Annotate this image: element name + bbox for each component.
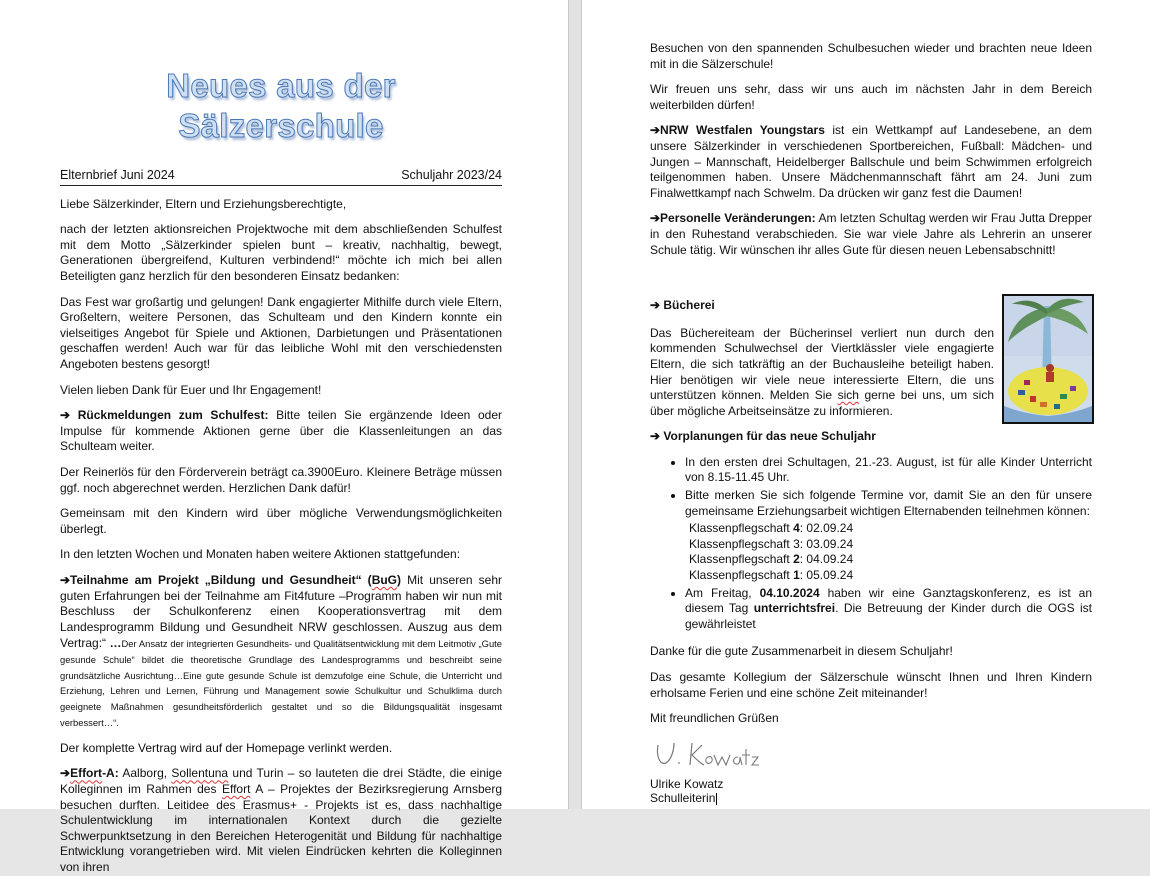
buecherei-sich: sich xyxy=(837,388,859,403)
date-value: : 05.09.24 xyxy=(799,568,854,583)
nrw-heading: ➔NRW Westfalen Youngstars xyxy=(650,123,825,138)
paragraph-personal xyxy=(650,211,1092,258)
text-cursor xyxy=(716,793,717,805)
right-column xyxy=(650,41,1092,805)
date-class: 3 xyxy=(793,536,800,551)
list-item-conference xyxy=(685,586,1092,633)
conference-text-a: Am Freitag, xyxy=(685,585,760,600)
paragraph-aktionen: In den letzten Wochen und Monaten haben weitere Aktionen stattgefunden: xyxy=(60,547,461,562)
date-row-1 xyxy=(689,568,1092,584)
date-label: Klassenpflegschaft xyxy=(689,552,794,567)
personal-text: Am letzten Schultag werden wir Frau Jutta Drepper in den Ruhestand verabschieden. Sie war viele Jahre als Lehrerin an unserer Schule tätig. Wir wünschen ihr alles Gute für diesen neuen Lebensabschnitt! xyxy=(650,211,1092,257)
header-row xyxy=(60,168,502,186)
date-value: : 04.09.24 xyxy=(799,552,854,567)
greeting: Liebe Sälzerkinder, Eltern und Erziehungsberechtigte, xyxy=(60,196,347,211)
bug-heading-1: ➔Teilnahme am Projekt „Bildung und Gesundheit“ ( xyxy=(60,572,372,587)
paragraph-danke: Danke für die gute Zusammenarbeit in diesem Schuljahr! xyxy=(650,644,953,659)
bug-quote: Der Ansatz der integrierten Gesundheits- und Qualitätsentwicklung mit dem Leitmotiv „Gute gesunde Schule“ bildet die theoretische Grundlage des Landesprogramms und beschreibt seine grundsätzliche Ausrichtung…Eine gute gesunde Schule ist demzufolge eine Schule, die Unterricht und Erziehung, Lehren und Lernen, Führung und Management sowie Schulkultur und Schulklima durch geeignete Maßnahmen gesundheitsförderlich gestaltet und so die Bildungsqualität insgesamt verbessert…“. xyxy=(60,638,503,729)
left-column xyxy=(60,66,502,876)
effort-heading xyxy=(60,766,119,780)
header-schoolyear: Schuljahr 2023/24 xyxy=(401,168,502,182)
date-class: 2 xyxy=(793,552,800,567)
bug-ellipsis: … xyxy=(109,636,122,651)
book-island-drawing xyxy=(1002,294,1094,424)
bug-dot: . xyxy=(399,620,403,635)
paragraph-thanks: Vielen lieben Dank für Euer und Ihr Engagement! xyxy=(60,382,322,397)
paragraph-gruss: Mit freundlichen Grüßen xyxy=(650,711,779,726)
paragraph-kollegium: Das gesamte Kollegium der Sälzerschule wünscht Ihnen und Ihren Kindern erholsame Ferien und eine schöne Zeit miteinander! xyxy=(650,670,1092,700)
paragraph-fest: Das Fest war großartig und gelungen! Dank engagierter Mithilfe durch viele Eltern, Großeltern, weitere Personen, das Schulteam und den Kindern konnte ein vielseitiges Angebot für Spiele und Aktionen, Darbietungen und Präsentationen geschaffen werden! Auch war für das leibliche Wohl mit den verschiedensten Angeboten bestens gesorgt! xyxy=(60,294,502,371)
rueckmeldungen-text: Bitte teilen Sie ergänzende Ideen oder Impulse für kommende Aktionen gerne über die Klassenleitungen an das Schulteam weiter. xyxy=(60,408,502,454)
bug-abbr: BuG xyxy=(371,572,398,587)
signer-role-line xyxy=(650,791,1092,805)
date-class: 4 xyxy=(793,521,800,536)
vorplanungen-list xyxy=(650,455,1092,633)
header-date: Elternbrief Juni 2024 xyxy=(60,168,175,182)
effort-word-2: Effort xyxy=(221,782,251,797)
paragraph-freuen: Wir freuen uns sehr, dass wir uns auch im nächsten Jahr in dem Bereich weiterbilden dürfen! xyxy=(650,82,1092,112)
paragraph-intro: nach der letzten aktionsreichen Projektwoche mit dem abschließenden Schulfest mit dem Motto „Sälzerkinder spielen bunt – kreativ, nachhaltig, bewegt, Generationen übergreifend, Kulturen verbindend!“ möchte ich mich bei allen Beteiligten ganz herzlich für den besonderen Einsatz bedanken: xyxy=(60,222,502,283)
buecherei-text-1: Das Büchereiteam der Bücherinsel verliert nun durch den kommenden Schulwechsel der Viertklässler viele engagierte Eltern, die sich tatkräftig an der Buchausleihe beteiligt haben. Hier benötigen wir viele neue interessierte Eltern, die uns unterstützen können. Melden Sie xyxy=(650,325,994,403)
bug-text: Mit unseren sehr guten Erfahrungen bei der Teilnahme am Fit4future –Programm haben wir nun mit Beschluss der Schulkonferenz einen Kooperationsvertrag mit dem Landesprogramm Bildung und Gesundheit NRW geschlossen xyxy=(60,572,502,635)
paragraph-vertrag: Der komplette Vertrag wird auf der Homepage verlinkt werden. xyxy=(60,740,393,755)
buecherei-text-2: gerne bei uns, um sich über mögliche Arbeitseinsätze zu informieren. xyxy=(650,388,995,418)
date-label: Klassenpflegschaft xyxy=(689,521,794,536)
date-value: : 02.09.24 xyxy=(799,521,854,536)
newsletter-title: Neues aus der Sälzerschule xyxy=(166,67,396,144)
date-label: Klassenpflegschaft xyxy=(689,568,794,583)
date-row-2 xyxy=(689,552,1092,568)
effort-text-1: Aalborg, xyxy=(118,766,172,781)
paragraph-bug xyxy=(60,573,502,731)
date-value: : 03.09.24 xyxy=(799,536,854,551)
vorplanungen-heading xyxy=(650,429,1092,445)
document-page-left xyxy=(0,0,568,874)
nrw-text: ist ein Wettkampf auf Landesebene, an dem unsere Sälzerkinder in verschiedenen Sportbereichen, Fußball: Mädchen- und Jungen – Mannschaft, Heidelberger Ballschule und beim Schwimmen erfolgreich teilgenommen haben. Unsere Mädchenmannschaft fährt am 24. Juni zum Finalwettkampf nach Schwelm. Da drücken wir ganz fest die Daumen! xyxy=(650,123,1092,200)
paragraph-verwendung: Gemeinsam mit den Kindern wird über mögliche Verwendungsmöglichkeiten überlegt. xyxy=(60,506,502,536)
paragraph-rueckmeldungen xyxy=(60,408,502,455)
list-item-schooldays: • In den ersten drei Schultagen, 21.-23. August, ist für alle Kinder Unterricht von 8.15-11.45 Uhr. xyxy=(685,455,1092,486)
document-page-right xyxy=(582,0,1150,809)
effort-text-2: und Turin – so lauteten die drei Städte, die einige Kolleginnen im Rahmen des xyxy=(60,766,503,797)
page-gutter xyxy=(568,0,582,809)
date-row-4 xyxy=(689,521,1092,537)
paragraph-effort xyxy=(60,766,502,875)
bug-heading-2: ) xyxy=(397,572,402,587)
conference-free: unterrichtsfrei xyxy=(753,601,836,616)
date-label: Klassenpflegschaft xyxy=(689,536,794,551)
rueckmeldungen-heading: ➔ Rückmeldungen zum Schulfest: xyxy=(60,408,269,423)
vorplanungen-heading-text: ➔ Vorplanungen für das neue Schuljahr xyxy=(650,429,876,444)
paragraph-erloes: Der Reinerlös für den Förderverein beträgt ca.3900Euro. Kleinere Beträge müssen ggf. noch abgerechnet werden. Herzlichen Dank dafür! xyxy=(60,464,502,495)
signer-name: Ulrike Kowatz xyxy=(650,776,724,791)
conference-text-c: . Die Betreuung der Kinder durch die OGS ist gewährleistet xyxy=(685,601,1093,631)
paragraph-nrw xyxy=(650,123,1092,201)
conference-text-b: haben wir eine Ganztagskonferenz, es ist an diesem Tag xyxy=(685,585,1092,616)
date-row-3 xyxy=(689,537,1092,553)
list-item-dates xyxy=(685,488,1092,584)
dates-list xyxy=(689,521,1092,583)
dates-intro: Bitte merken Sie sich folgende Termine vor, damit Sie an den für unsere gemeinsame Erziehungsarbeit wichtigen Elternabenden teilnehmen können: xyxy=(685,488,1092,518)
bug-heading xyxy=(60,573,401,587)
paragraph-continued: Besuchen von den spannenden Schulbesuchen wieder und brachten neue Ideen mit in die Sälzerschule! xyxy=(650,41,1092,71)
conference-date: 04.10.2024 xyxy=(759,585,820,600)
effort-word: Effort xyxy=(70,766,103,781)
effort-suffix: -A: xyxy=(102,766,119,781)
date-class: 1 xyxy=(793,568,800,583)
buecherei-heading-text: ➔ Bücherei xyxy=(650,298,715,313)
signer-role: Schulleiterin xyxy=(650,790,716,805)
handwritten-signature xyxy=(650,731,1092,777)
effort-sollentuna: Sollentuna xyxy=(171,766,229,781)
personal-heading: ➔Personelle Veränderungen: xyxy=(650,211,816,226)
bug-auszug: Auszug aus dem Vertrag:“ xyxy=(60,620,502,651)
effort-arrow: ➔ xyxy=(60,766,71,781)
effort-text-3: A – Projektes der Bezirksregierung Arnsberg besuchen durften. Leitidee des Erasmus+ - Projekts ist es, dass nachhaltige Schulentwicklung im internationalen Kontext durch die gezielte Schwerpunktsetzung in den Bereichen Heterogenität und Bildung für nachhaltige Entwicklung vorangetrieben wird. Mit vielen Eindrücken kehrten die Kolleginnen von ihren xyxy=(60,782,503,874)
